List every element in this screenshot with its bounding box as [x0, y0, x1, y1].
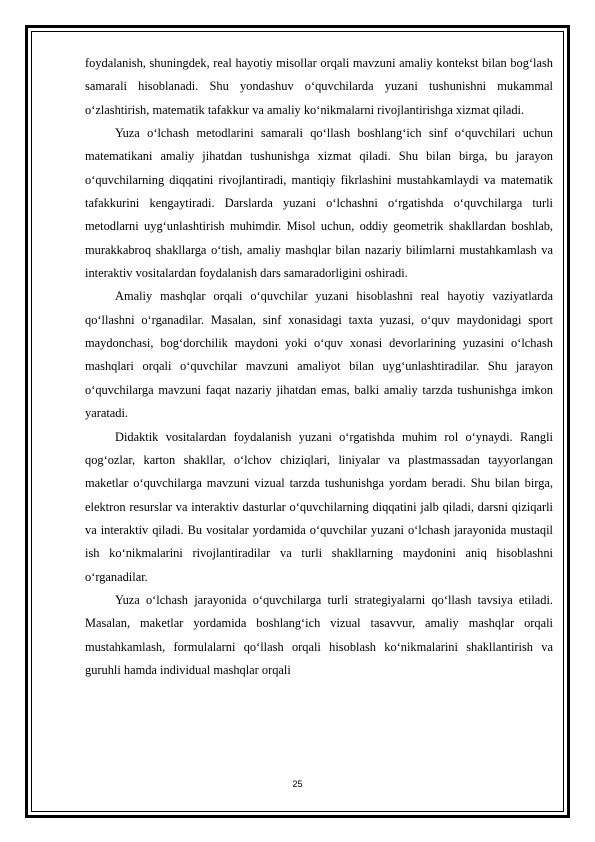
paragraph-2: Yuza o‘lchash metodlarini samarali qo‘llash boshlang‘ich sinf o‘quvchilari uchun matematikani amaliy jihatdan tushunishga xizmat qiladi. Shu bilan birga, bu jarayon o‘quvchilarning diqqatini rivojlantiradi, mantiqiy fikrlashini mustahkamlaydi va matematik tafakkurini kengaytiradi. Darslarda yuzani o‘lchashni o‘rgatishda o‘quvchilarga turli metodlarni uyg‘unlashtirish muhimdir. Misol uchun, oddiy geometrik shakllardan boshlab, murakkabroq shakllarga o‘tish, amaliy mashqlar bilan nazariy bilimlarni mustahkamlash va interaktiv vositalardan foydalanish dars samaradorligini oshiradi.	[85, 126, 553, 281]
paragraph-5: Yuza o‘lchash jarayonida o‘quvchilarga turli strategiyalarni qo‘llash tavsiya etiladi. Masalan, maketlar yordamida boshlang‘ich vizual tasavvur, amaliy mashqlar orqali mustahkamlash, formulalarni qo‘llash orqali hisoblash ko‘nikmalarini shakllantirish va guruhli hamda individual mashqlar orqali	[85, 592, 553, 677]
page-number: 25	[292, 779, 303, 789]
paragraph-1: foydalanish, shuningdek, real hayotiy misollar orqali mavzuni amaliy kontekst bilan bog‘lash samarali hisoblanadi. Shu yondashuv o‘quvchilarda yuzani tushunishni mukammal o‘zlashtirish, matematik tafakkur va amaliy ko‘nikmalarni rivojlantirishga xizmat qiladi.	[85, 56, 553, 117]
document-body	[85, 52, 553, 682]
paragraph-4: Didaktik vositalardan foydalanish yuzani o‘rgatishda muhim rol o‘ynaydi. Rangli qog‘ozlar, karton shakllar, o‘lchov chiziqlari, liniyalar va plastmassadan tayyorlangan maketlar o‘quvchilarga mavzuni vizual tarzda tushunishga yordam beradi. Shu bilan birga, elektron resurslar va interaktiv dasturlar o‘quvchilarning diqqatini jalb qiladi, darsni qiziqarli va interaktiv qiladi. Bu vositalar yordamida o‘quvchilar yuzani o‘lchash jarayonida mustaqil ish ko‘nikmalarini rivojlantiradilar va turli shakllarning maydonini aniq hisoblashni o‘rganadilar.	[85, 429, 553, 584]
paragraph-3: Amaliy mashqlar orqali o‘quvchilar yuzani hisoblashni real hayotiy vaziyatlarda qo‘llashni o‘rganadilar. Masalan, sinf xonasidagi taxta yuzasi, o‘quv maydonidagi sport maydonchasi, bog‘dorchilik maydoni yoki o‘quv xonasi devorlarining yuzasini o‘lchash mashqlari orqali o‘quvchilar mavzuni amaliyot bilan uyg‘unlashtiradilar. Shu jarayon o‘quvchilarga mavzuni faqat nazariy jihatdan emas, balki amaliy tarzda tushunishga imkon yaratadi.	[85, 289, 553, 421]
